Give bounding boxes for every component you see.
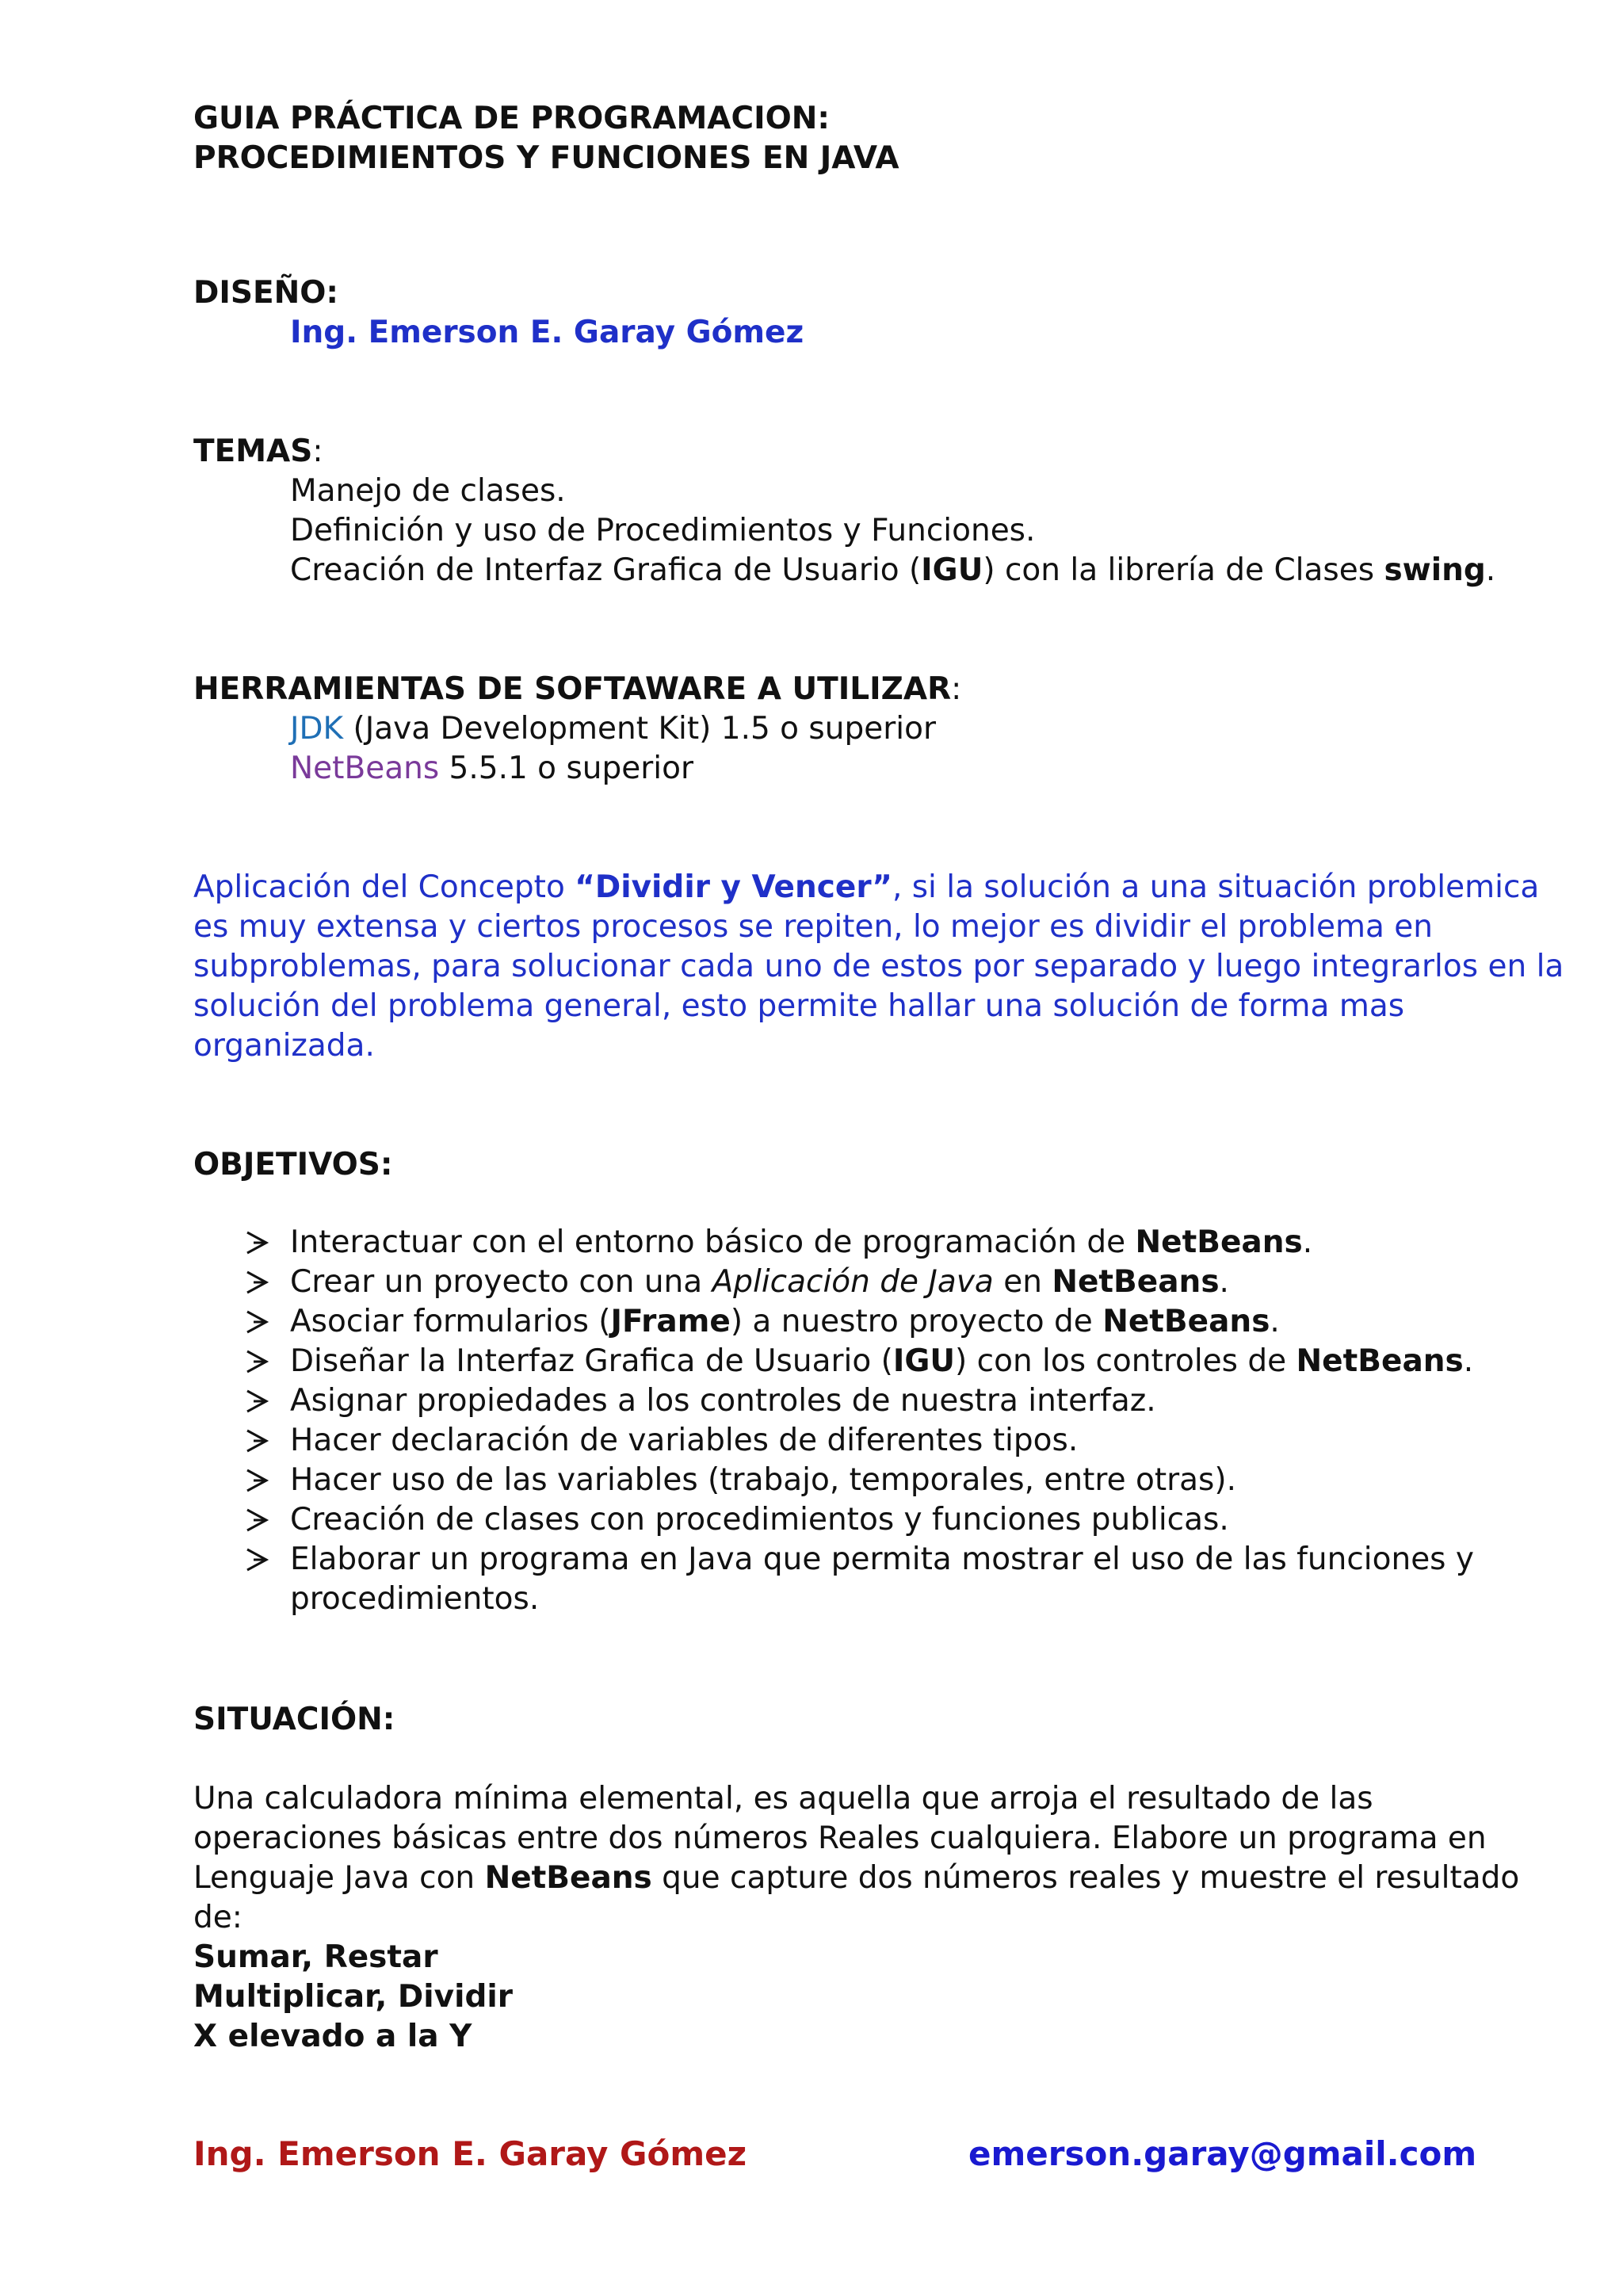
topic-bold: IGU [921,552,983,588]
objective-item [193,1540,1588,1619]
objective-item [193,1421,1588,1461]
objective-text: en [993,1264,1052,1300]
objective-text: ) con los controles de [955,1343,1296,1379]
topics-label: TEMAS [193,434,313,469]
topic-item: Definición y uso de Procedimientos y Funciones. [290,513,1036,548]
concept-paragraph [193,868,1572,1066]
objective-bold: NetBeans [1052,1264,1220,1300]
objective-text: Elaborar un programa en Java que permita mostrar el uso de las funciones y [290,1541,1474,1577]
topic-text: ) con la librería de Clases [983,552,1384,588]
objectives-list [193,1223,1588,1619]
netbeans-desc: 5.5.1 o superior [439,751,693,786]
tool-item-netbeans [290,749,1590,789]
concept-line: subproblemas, para solucionar cada uno de estos por separado y luego integrarlos en la [193,949,1564,984]
concept-line: es muy extensa y ciertos procesos se repiten, lo mejor es dividir el problema en [193,909,1433,945]
objective-item [193,1381,1588,1421]
situation-line: Una calculadora mínima elemental, es aquella que arroja el resultado de las [193,1781,1373,1817]
footer-author: Ing. Emerson E. Garay Gómez [193,2134,747,2173]
tools-label: HERRAMIENTAS DE SOFTAWARE A UTILIZAR [193,671,952,707]
objective-text: ) a nuestro proyecto de [730,1304,1103,1339]
netbeans-name: NetBeans [290,751,440,786]
objective-text: Asociar formularios ( [290,1304,611,1339]
arrow-bullet-icon [242,1263,274,1302]
tools-heading [193,670,1572,709]
objective-bold: IGU [892,1343,956,1379]
objective-bold: NetBeans [1102,1304,1270,1339]
objective-bold: JFrame [610,1304,731,1339]
objective-text: Asignar propiedades a los controles de nuestra interfaz. [290,1383,1156,1419]
title-line-2: PROCEDIMIENTOS Y FUNCIONES EN JAVA [193,140,899,176]
objective-text: Diseñar la Interfaz Grafica de Usuario ( [290,1343,893,1379]
arrow-bullet-icon [242,1302,274,1342]
arrow-bullet-icon [242,1500,274,1540]
title-line-1: GUIA PRÁCTICA DE PROGRAMACION: [193,101,830,136]
concept-text: , si la solución a una situación problemica [892,869,1540,905]
situation-line: operaciones básicas entre dos números Reales cualquiera. Elabore un programa en [193,1820,1487,1856]
arrow-bullet-icon [242,1342,274,1381]
objective-text: Creación de clases con procedimientos y funciones publicas. [290,1502,1229,1538]
operation-line: Multiplicar, Dividir [193,1979,513,2015]
situation-bold: NetBeans [484,1860,652,1896]
topic-item: Manejo de clases. [290,473,566,509]
footer-email: emerson.garay@gmail.com [968,2134,1477,2173]
objective-text: . [1270,1304,1280,1339]
concept-line: organizada. [193,1028,375,1064]
situation-heading: SITUACIÓN: [193,1702,395,1737]
situation-text: Lenguaje Java con [193,1860,485,1896]
objective-bold: NetBeans [1296,1343,1464,1379]
objective-italic: Aplicación de Java [712,1264,994,1300]
arrow-bullet-icon [242,1461,274,1500]
objective-text: Interactuar con el entorno básico de programación de [290,1224,1136,1260]
arrow-bullet-icon [242,1421,274,1461]
objective-item [193,1302,1588,1342]
objective-text: . [1219,1264,1229,1300]
design-heading: DISEÑO: [193,275,339,311]
operation-line: Sumar, Restar [193,1939,438,1975]
objectives-heading: OBJETIVOS: [193,1147,393,1182]
topics-heading [193,432,1572,472]
objective-item [193,1461,1588,1500]
situation-paragraph [193,1779,1572,2057]
concept-line: solución del problema general, esto permite hallar una solución de forma mas [193,988,1405,1024]
concept-bold: “Dividir y Vencer” [575,869,892,905]
arrow-bullet-icon [242,1381,274,1421]
jdk-name: JDK [290,711,344,747]
concept-text: Aplicación del Concepto [193,869,575,905]
objective-text: Hacer uso de las variables (trabajo, temporales, entre otras). [290,1462,1236,1498]
arrow-bullet-icon [242,1223,274,1263]
situation-line: de: [193,1900,242,1935]
tools-colon: : [951,671,962,707]
jdk-desc: (Java Development Kit) 1.5 o superior [343,711,936,747]
topics-colon: : [312,434,323,469]
objective-item [193,1223,1588,1263]
topics-list [290,472,1590,590]
operation-line: X elevado a la Y [193,2019,472,2054]
objective-text: Crear un proyecto con una [290,1264,712,1300]
topic-text: . [1485,552,1496,588]
situation-line [193,1859,1572,1898]
objective-item [193,1342,1588,1381]
tool-item-jdk [290,709,1590,749]
topic-item [290,551,1590,590]
topic-text: Creación de Interfaz Grafica de Usuario ( [290,552,922,588]
document-title [193,99,1572,178]
objective-item [193,1500,1588,1540]
tools-list [290,709,1590,789]
topic-bold: swing [1384,552,1486,588]
design-author: Ing. Emerson E. Garay Gómez [290,315,804,350]
objective-text: . [1463,1343,1474,1379]
objective-item [193,1263,1588,1302]
situation-text: que capture dos números reales y muestre el resultado [651,1860,1520,1896]
objective-bold: NetBeans [1135,1224,1303,1260]
arrow-bullet-icon [242,1540,274,1580]
concept-line [193,868,1572,907]
objective-text: Hacer declaración de variables de diferentes tipos. [290,1423,1079,1458]
objective-text: . [1302,1224,1313,1260]
objective-text: procedimientos. [290,1581,540,1617]
